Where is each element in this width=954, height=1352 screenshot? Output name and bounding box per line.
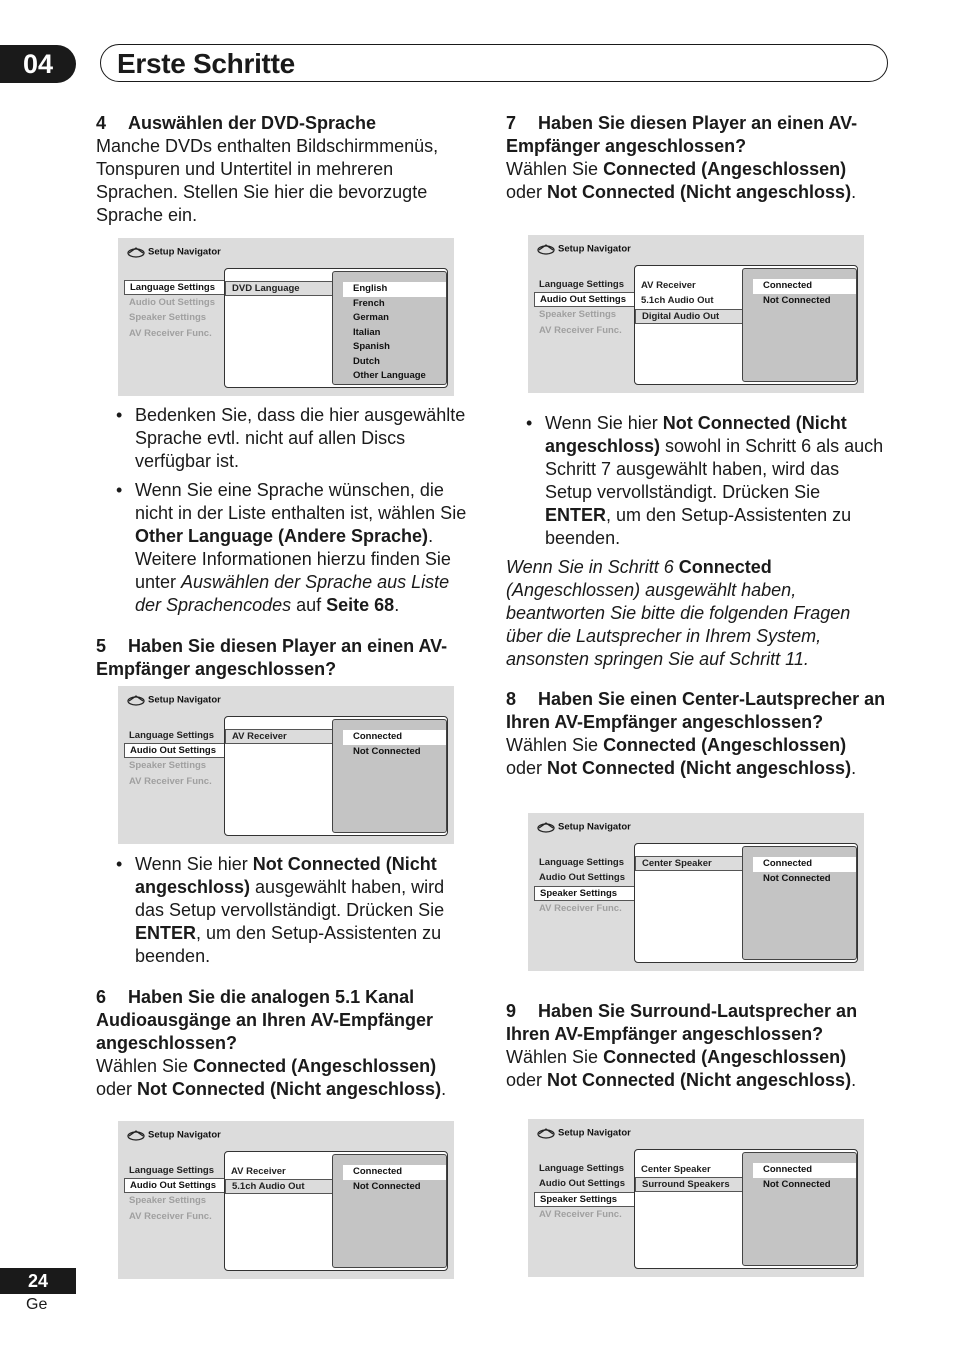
choice-item[interactable]: Not Connected: [763, 872, 831, 884]
step-9: [506, 1000, 886, 1092]
choice-item[interactable]: Not Connected: [353, 1180, 421, 1192]
step-4-heading: 4 Auswählen der DVD-Sprache: [96, 113, 377, 133]
choice-item[interactable]: German: [353, 312, 389, 323]
step-7-notes: [506, 412, 886, 671]
choice-item[interactable]: Dutch: [353, 355, 380, 367]
step-6: [96, 986, 476, 1101]
setup-navigator-icon: [126, 694, 146, 706]
choice-item[interactable]: Connected: [753, 1163, 856, 1178]
menu-item[interactable]: AV Receiver Func.: [129, 775, 212, 787]
menu-item[interactable]: AV Receiver Func.: [539, 902, 622, 914]
step-7-choose: Wählen Sie Connected (Angeschlossen) oder Not Connected (Nicht angeschloss).: [506, 159, 857, 202]
setup-navigator-screen-step7: [528, 235, 864, 393]
choice-box: [332, 719, 447, 833]
choice-item[interactable]: Not Connected: [353, 745, 421, 757]
option-item[interactable]: Surround Speakers: [635, 1177, 743, 1192]
language-code: Ge: [26, 1296, 48, 1313]
menu-item[interactable]: Speaker Settings: [534, 886, 634, 901]
setup-navigator-screen-step4: [118, 238, 454, 396]
note-bullet: • Wenn Sie hier Not Connected (Nicht angeschloss) sowohl in Schritt 6 als auch Schritt 7 ausgewählt haben, wird das Setup vervollständigt. Drücken Sie ENTER, um den Setup-Assistenten zu beenden.: [506, 412, 886, 550]
menu-item[interactable]: AV Receiver Func.: [539, 1208, 622, 1220]
step-8-choose: Wählen Sie Connected (Angeschlossen) oder Not Connected (Nicht angeschloss).: [506, 735, 857, 778]
menu-item[interactable]: Audio Out Settings: [539, 872, 626, 884]
step-8: [506, 688, 886, 780]
chapter-title: Erste Schritte: [117, 48, 295, 79]
choice-box: [332, 1154, 447, 1268]
options-panel: [634, 265, 858, 385]
choice-box: [742, 1152, 857, 1266]
menu-item[interactable]: Language Settings: [129, 730, 214, 741]
setup-navigator-screen-step9: [528, 1119, 864, 1277]
chapter-header: [100, 44, 888, 82]
step-6-choose: Wählen Sie Connected (Angeschlossen) oder Not Connected (Nicht angeschloss).: [96, 1056, 447, 1099]
menu-item[interactable]: Audio Out Settings: [129, 297, 216, 308]
menu-item[interactable]: Speaker Settings: [534, 1192, 634, 1207]
settings-menu: [124, 728, 224, 789]
setup-navigator-icon: [536, 821, 556, 833]
setup-navigator-icon: [126, 1129, 146, 1141]
setup-navigator-icon: [536, 1127, 556, 1139]
note-bullet: • Wenn Sie hier Not Connected (Nicht angeschloss) ausgewählt haben, wird das Setup vervollständigt. Drücken Sie ENTER, um den Setup-Assistenten zu beenden.: [96, 853, 476, 968]
step-9-heading: 9 Haben Sie Surround-Lautsprecher an Ihren AV-Empfänger angeschlossen?: [506, 1001, 858, 1044]
menu-item[interactable]: Audio Out Settings: [124, 743, 224, 758]
choice-item[interactable]: Spanish: [353, 341, 390, 352]
setup-navigator-icon: [126, 246, 146, 258]
choice-item[interactable]: Connected: [753, 857, 856, 872]
choice-item[interactable]: Not Connected: [763, 294, 831, 306]
step-6-heading: 6 Haben Sie die analogen 5.1 Kanal Audioausgänge an Ihren AV-Empfänger angeschlossen?: [96, 987, 434, 1053]
nav-title: Setup Navigator: [558, 243, 631, 255]
menu-item[interactable]: Language Settings: [124, 280, 224, 295]
nav-title: Setup Navigator: [558, 821, 631, 833]
menu-item[interactable]: Audio Out Settings: [124, 1178, 224, 1193]
step-8-heading: 8 Haben Sie einen Center-Lautsprecher an Ihren AV-Empfänger angeschlossen?: [506, 689, 886, 732]
settings-menu: [124, 1163, 224, 1224]
setup-navigator-screen-step8: [528, 813, 864, 971]
step-9-choose: Wählen Sie Connected (Angeschlossen) oder Not Connected (Nicht angeschloss).: [506, 1047, 857, 1090]
choice-item[interactable]: Not Connected: [763, 1178, 831, 1190]
step-5-heading: 5 Haben Sie diesen Player an einen AV-Empfänger angeschlossen?: [96, 636, 448, 679]
setup-navigator-icon: [536, 243, 556, 255]
step-4-body: Manche DVDs enthalten Bildschirmmenüs, Tonspuren und Untertitel in mehreren Sprachen. Stellen Sie hier die bevorzugte Sprache ein.: [96, 136, 439, 225]
choice-item[interactable]: Connected: [343, 730, 446, 745]
note-bullet: • Wenn Sie eine Sprache wünschen, die nicht in der Liste enthalten ist, wählen Sie Other Language (Andere Sprache). Weitere Informationen hierzu finden Sie unter Auswählen der Sprache aus Liste der Sprachencodes auf Seite 68.: [96, 479, 476, 617]
option-item[interactable]: Center Speaker: [635, 856, 743, 871]
choice-item[interactable]: Connected: [343, 1165, 446, 1180]
option-item[interactable]: AV Receiver: [225, 729, 333, 744]
options-panel: [634, 843, 858, 963]
menu-item[interactable]: Language Settings: [539, 279, 624, 290]
option-item[interactable]: 5.1ch Audio Out: [641, 295, 714, 307]
choice-box: [742, 268, 857, 382]
settings-menu: [124, 280, 224, 341]
menu-item[interactable]: AV Receiver Func.: [539, 324, 622, 336]
choice-item[interactable]: French: [353, 297, 385, 309]
menu-item[interactable]: Language Settings: [129, 1165, 214, 1176]
setup-navigator-screen-step5: [118, 686, 454, 844]
menu-item[interactable]: Language Settings: [539, 857, 624, 868]
nav-title: Setup Navigator: [148, 694, 221, 706]
choice-box: [742, 846, 857, 960]
nav-title: Setup Navigator: [148, 246, 221, 258]
menu-item[interactable]: Speaker Settings: [129, 760, 207, 772]
option-item[interactable]: Digital Audio Out: [635, 309, 743, 324]
menu-item[interactable]: Speaker Settings: [539, 309, 617, 321]
choice-item[interactable]: Italian: [353, 326, 381, 338]
menu-item[interactable]: Language Settings: [539, 1163, 624, 1174]
choice-box: [332, 271, 447, 385]
choice-item[interactable]: Other Language: [353, 370, 426, 381]
option-item[interactable]: AV Receiver: [641, 280, 696, 291]
nav-title: Setup Navigator: [148, 1129, 221, 1141]
menu-item[interactable]: AV Receiver Func.: [129, 327, 212, 339]
options-panel: [634, 1149, 858, 1269]
step-7-heading: 7 Haben Sie diesen Player an einen AV-Empfänger angeschlossen?: [506, 113, 858, 156]
menu-item[interactable]: Audio Out Settings: [534, 292, 634, 307]
step-7-note: Wenn Sie in Schritt 6 Connected (Angeschlossen) ausgewählt haben, beantworten Sie bitte die folgenden Fragen über die Lautsprecher in Ihrem System, ansonsten springen Sie auf Schritt 11.: [506, 557, 851, 669]
settings-menu: [534, 277, 634, 338]
option-item[interactable]: DVD Language: [225, 281, 333, 296]
option-item[interactable]: AV Receiver: [231, 1166, 286, 1177]
step-7: [506, 112, 886, 204]
nav-title: Setup Navigator: [558, 1127, 631, 1139]
options-panel: [224, 268, 448, 388]
menu-item[interactable]: Audio Out Settings: [539, 1178, 626, 1190]
page-number: 24: [0, 1268, 76, 1294]
options-panel: [224, 1151, 448, 1271]
option-item[interactable]: Center Speaker: [641, 1164, 711, 1175]
step-5: [96, 635, 476, 681]
option-item[interactable]: 5.1ch Audio Out: [225, 1179, 333, 1194]
choice-item[interactable]: English: [343, 282, 446, 297]
step-4: [96, 112, 476, 227]
menu-item[interactable]: Speaker Settings: [129, 312, 207, 324]
settings-menu: [534, 1161, 634, 1222]
menu-item[interactable]: AV Receiver Func.: [129, 1210, 212, 1222]
note-bullet: • Bedenken Sie, dass die hier ausgewählte Sprache evtl. nicht auf allen Discs verfügbar ist.: [96, 404, 476, 473]
choice-item[interactable]: Connected: [753, 279, 856, 294]
chapter-number-badge: 04: [0, 45, 76, 83]
menu-item[interactable]: Speaker Settings: [129, 1195, 207, 1207]
step-4-notes: [96, 404, 476, 623]
settings-menu: [534, 855, 634, 916]
setup-navigator-screen-step6: [118, 1121, 454, 1279]
options-panel: [224, 716, 448, 836]
step-5-notes: [96, 853, 476, 974]
